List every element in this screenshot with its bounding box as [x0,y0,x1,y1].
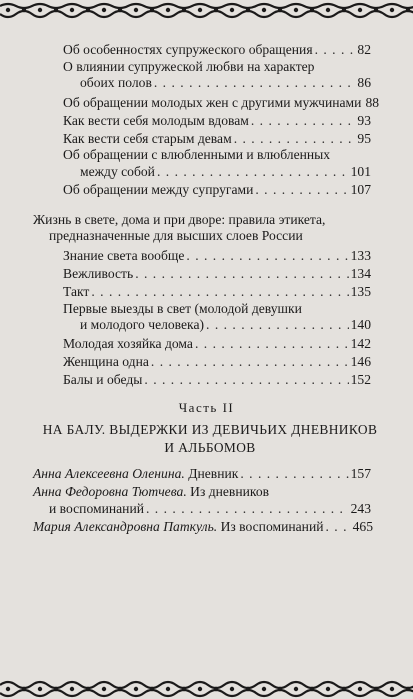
toc-entry-page: 157 [350,466,371,481]
toc-entry-work: Из дневников [190,484,270,499]
toc-entry-title: Вежливость [63,266,134,281]
toc-entry [63,42,371,58]
toc-entry [63,372,371,388]
toc-entry-line1: О влиянии супружеской любви на характер [63,59,315,74]
toc-entry-page: 134 [350,266,371,281]
toc-entry-title: Балы и обеды [63,372,143,387]
toc-entry-page: 82 [357,42,371,57]
leader-dots [206,317,349,333]
toc-entry-title: Знание света вообще [63,248,185,263]
part-title-line1: НА БАЛУ. ВЫДЕРЖКИ ИЗ ДЕВИЧЬИХ ДНЕВНИКОВ [42,422,378,437]
toc-entry-title: Об особенностях супружеского обращения [63,42,313,57]
toc-entry-page: 142 [350,336,371,351]
leader-dots [251,113,356,129]
toc-entry-page: 107 [350,182,371,197]
toc-entry [63,354,371,370]
leader-dots [315,42,356,58]
leader-dots [154,75,356,91]
ornamental-border-bottom [0,673,413,699]
toc-entry-title [33,519,324,535]
toc-entry-author: Анна Алексеевна Оленина. [33,466,185,481]
toc-entry [63,131,371,147]
leader-dots [255,182,348,198]
leader-dots [135,266,348,282]
section-heading-line1: Жизнь в свете, дома и при дворе: правила этикета, [33,212,326,227]
toc-entry-title: обоих полов [80,75,152,90]
toc-entry-title: Женщина одна [63,354,149,369]
toc-entry-page: 146 [350,354,371,369]
toc-entry-title: Как вести себя старым девам [63,131,232,146]
leader-dots [195,336,349,352]
toc-entry-page: 86 [357,75,371,90]
toc-entry [49,501,371,517]
leader-dots [144,372,348,388]
toc-entry [63,266,371,282]
toc-entry [63,95,380,111]
toc-entry [33,519,373,535]
toc-entry [80,164,371,180]
toc-entry-work: Дневник [188,466,239,481]
leader-dots [240,466,348,482]
toc-entry [63,284,371,300]
toc-entry [80,317,371,333]
toc-entry-page: 88 [365,95,380,110]
toc-entry-title: и молодого человека) [80,317,205,332]
leader-dots [157,164,349,180]
toc-entry-page: 140 [350,317,371,332]
part-label: Часть II [178,400,235,415]
toc-entry-title: между собой [80,164,155,179]
toc-entry [63,113,371,129]
toc-entry-line1: Первые выезды в свет (молодой девушки [63,301,302,316]
toc-entry-work: Из воспоминаний [220,519,324,534]
toc-entry-title: и воспоминаний [49,501,144,516]
toc-entry-title: Об обращении между супругами [63,182,254,197]
toc-entry-title: Как вести себя молодым вдовам [63,113,249,128]
toc-entry-page: 101 [350,164,371,179]
toc-entry [63,336,371,352]
toc-entry-title: Такт [63,284,90,299]
toc-entry [80,75,371,91]
toc-entry-author: Анна Федоровна Тютчева. [33,484,187,499]
leader-dots [326,519,351,535]
toc-entry-title: Об обращении молодых жен с другими мужчинами [63,95,362,110]
toc-entry-page: 133 [350,248,371,263]
toc-entry [63,182,371,198]
toc-entry-page: 93 [357,113,371,128]
toc-entry-title: Молодая хозяйка дома [63,336,193,351]
leader-dots [186,248,348,264]
toc-entry-line1: Об обращении с влюбленными и влюбленных [63,147,331,162]
toc-entry [63,248,371,264]
toc-entry-page: 465 [352,519,373,534]
ornamental-border-top [0,0,413,30]
part-title-line2: И АЛЬБОМОВ [164,440,256,455]
leader-dots [91,284,348,300]
leader-dots [234,131,356,147]
toc-entry-line1 [33,484,373,500]
section-heading-line2: предназначенные для высших слоев России [49,228,303,243]
toc-entry-page: 243 [350,501,371,516]
toc-entry-page: 95 [357,131,371,146]
toc-entry [33,466,371,482]
toc-entry-title [33,466,238,482]
toc-entry-page: 135 [350,284,371,299]
toc-entry-author: Мария Александровна Паткуль. [33,519,218,534]
leader-dots [146,501,349,517]
leader-dots [151,354,349,370]
toc-entry-page: 152 [350,372,371,387]
